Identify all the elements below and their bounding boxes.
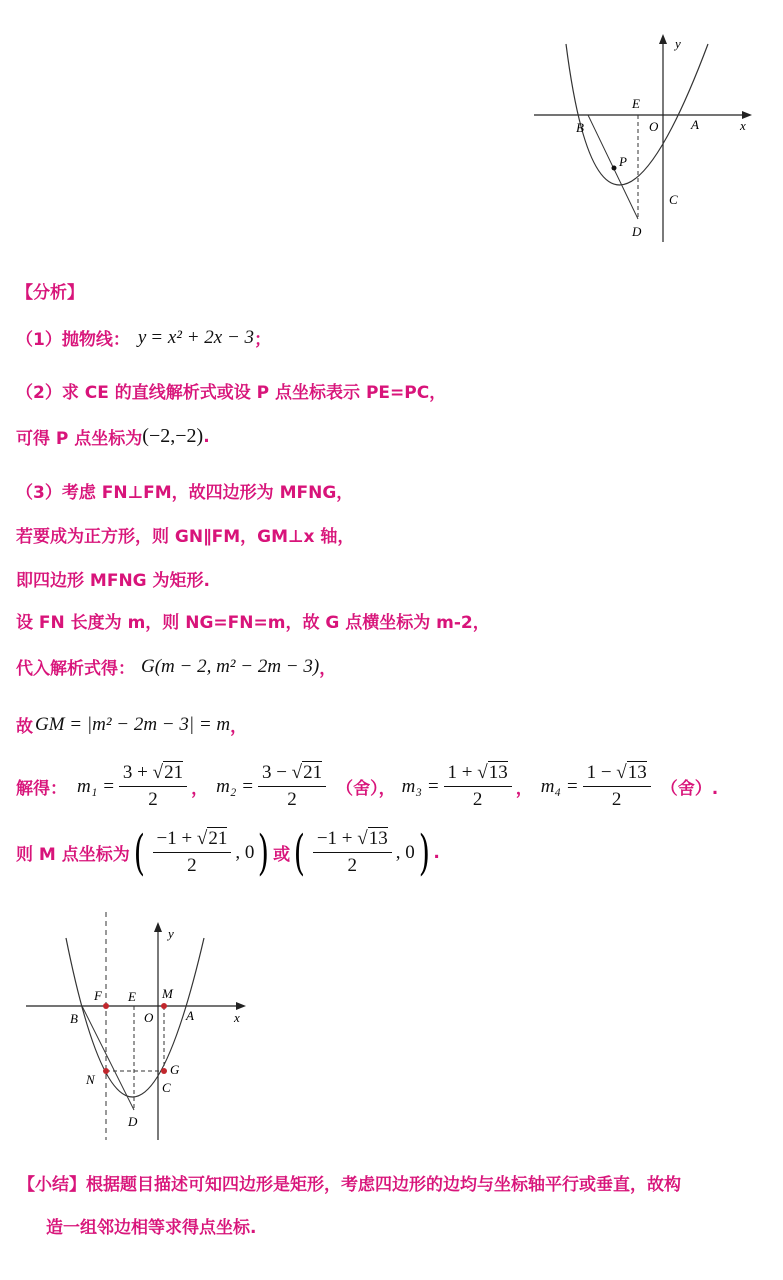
label-b: B (576, 120, 584, 135)
m2-den: 2 (287, 789, 297, 810)
part2-coord: (−2,−2) (142, 425, 204, 447)
label-c: C (162, 1080, 171, 1095)
solve-label: 解得： (16, 779, 67, 799)
r2-tail: , 0 (395, 841, 415, 863)
m4-num-b: 13 (627, 762, 647, 783)
part1-lhs: y (137, 326, 147, 348)
m1-num-a: 3 + √ (122, 762, 164, 783)
label-m: M (162, 986, 173, 1001)
part3-line6-text: 故 (16, 717, 33, 737)
point-p (612, 166, 617, 171)
y-axis-arrow (154, 922, 162, 932)
m2-fraction (258, 762, 326, 811)
label-x: x (234, 1010, 240, 1025)
label-a: A (691, 117, 699, 132)
part3-line6 (16, 712, 247, 737)
r2-den: 2 (347, 855, 357, 876)
parabola-figure-1 (530, 30, 760, 250)
label-e: E (128, 989, 136, 1004)
part2-line1: （2）求 CE 的直线解析式或设 P 点坐标表示 PE=PC， (16, 383, 447, 403)
label-p: P (619, 154, 627, 169)
label-o: O (144, 1010, 154, 1025)
label-c: C (669, 192, 678, 207)
x-axis-arrow (236, 1002, 246, 1010)
part3-line3: 即四边形 MFNG 为矩形. (16, 571, 211, 591)
part3-line5-end: ， (319, 659, 337, 679)
label-e: E (632, 96, 640, 111)
reject1: （舍）， (336, 779, 396, 799)
part1-rhs: = x² + 2x − 3 (150, 326, 255, 348)
m1-fraction (119, 762, 187, 811)
label-b: B (70, 1011, 78, 1026)
part3-line5-text: 代入解析式得： (16, 659, 135, 679)
r1-den: 2 (187, 855, 197, 876)
m3-den: 2 (472, 789, 483, 810)
m2-lhs: m₂ = (216, 775, 254, 797)
m3-fraction (444, 762, 512, 811)
part2-line2 (16, 424, 210, 449)
part2-end: . (203, 426, 210, 447)
m3-lhs: m₃ = (401, 775, 440, 797)
result-end: . (433, 842, 440, 863)
label-y: y (675, 36, 681, 51)
segment-bd (82, 1006, 134, 1110)
r2-fraction (313, 828, 392, 877)
m4-fraction (583, 762, 651, 811)
summary-heading: 【小结】 (18, 1175, 86, 1195)
m3-num-a: 1 + √ (447, 762, 488, 783)
m1-num-b: 21 (164, 762, 184, 783)
r1-tail: , 0 (235, 841, 255, 863)
point-g (161, 1068, 167, 1074)
part3-line4: 设 FN 长度为 m，则 NG=FN=m，故 G 点横坐标为 m-2， (16, 613, 490, 633)
m2-num-a: 3 − √ (261, 762, 303, 783)
m1-den: 2 (148, 789, 158, 810)
sep1: ， (191, 779, 209, 799)
r1-fraction (153, 828, 232, 877)
label-f: F (94, 988, 102, 1003)
label-n: N (86, 1072, 95, 1087)
result-or: 或 (273, 845, 291, 865)
point-m (161, 1003, 167, 1009)
part3-line5 (16, 654, 336, 679)
m4-num-a: 1 − √ (586, 762, 627, 783)
m4-den: 2 (611, 789, 622, 810)
analysis-heading: 【分析】 (16, 283, 84, 303)
r2-num-a: −1 + √ (316, 828, 368, 849)
part2-text: 可得 P 点坐标为 (16, 429, 143, 449)
summary-line1 (18, 1170, 681, 1195)
part3-line1: （3）考虑 FN⊥FM，故四边形为 MFNG， (16, 483, 354, 503)
label-d: D (632, 224, 642, 239)
point-f (103, 1003, 109, 1009)
sep2: ， (515, 779, 533, 799)
label-a: A (186, 1008, 194, 1023)
r1-num-a: −1 + √ (156, 828, 208, 849)
solutions-line (16, 762, 718, 811)
part3-line2: 若要成为正方形，则 GN∥FM，GM⊥x 轴， (16, 527, 355, 547)
result-line: 则 M 点坐标为 ( $\frac{-1 + √21}{2}$ , 0 ) 或 ( $\frac{-1 + √13}{2}$ , 0 ) . (16, 824, 440, 881)
label-x: x (740, 118, 746, 133)
part1-line (16, 325, 271, 350)
part3-line6-math: GM = |m² − 2m − 3| = m (35, 713, 231, 735)
part1-end: ； (254, 330, 272, 350)
label-d: D (128, 1114, 138, 1129)
m2-num-b: 21 (303, 762, 323, 783)
m4-lhs: m₄ = (540, 775, 579, 797)
m3-num-b: 13 (488, 762, 508, 783)
r2-num-b: 13 (368, 828, 388, 849)
label-o: O (649, 119, 659, 134)
summary-line2: 造一组邻边相等求得点坐标. (46, 1218, 257, 1238)
part3-line5-math: G(m − 2, m² − 2m − 3) (141, 655, 320, 677)
label-y: y (168, 926, 174, 941)
r1-num-b: 21 (208, 828, 228, 849)
parabola-figure-2 (22, 910, 262, 1145)
m1-lhs: m₁ = (77, 775, 115, 797)
point-n (103, 1068, 109, 1074)
result-label: 则 M 点坐标为 (16, 845, 130, 865)
y-axis-arrow (659, 34, 667, 44)
summary-text1: 根据题目描述可知四边形是矩形，考虑四边形的边均与坐标轴平行或垂直，故构 (86, 1175, 681, 1195)
part1-label: （1）抛物线： (16, 330, 130, 350)
label-g: G (170, 1062, 180, 1077)
reject2: （舍）. (660, 779, 719, 799)
part3-line6-end: ， (230, 717, 248, 737)
